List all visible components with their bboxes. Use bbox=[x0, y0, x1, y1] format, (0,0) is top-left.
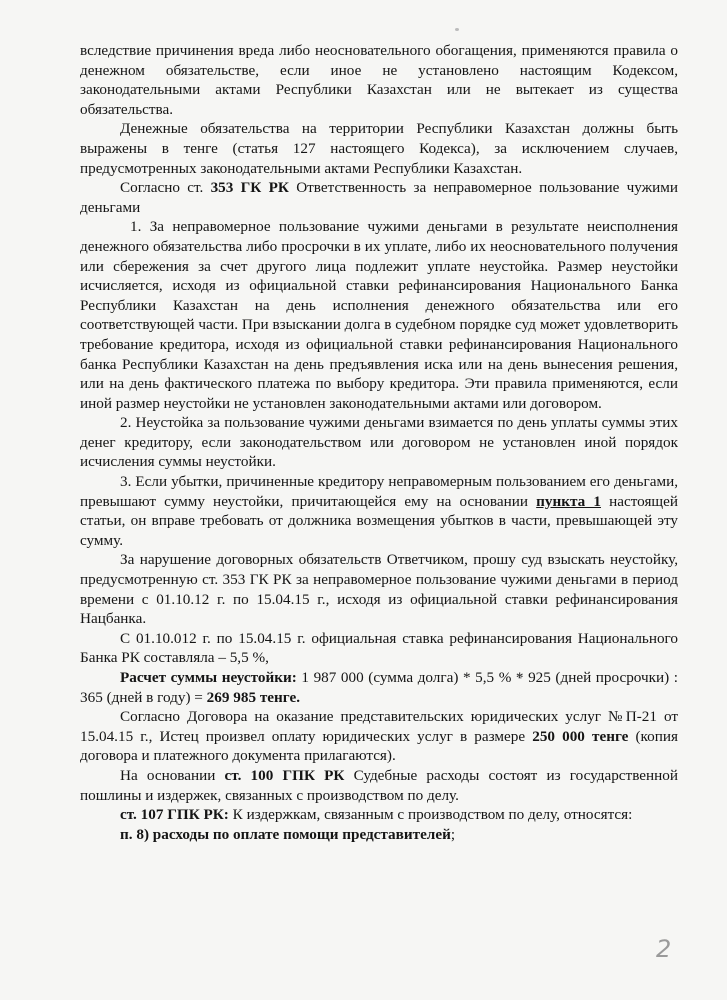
clause-reference: пункта 1 bbox=[536, 492, 601, 510]
text-run: ; bbox=[450, 825, 456, 843]
article-reference: ст. 100 ГПК РК bbox=[224, 766, 345, 784]
text-run: 3. Если убытки, причиненные кредитору неправомерным пользованием его деньгами, превышают сумму неустойки, причитающейся ему на основании bbox=[80, 473, 678, 510]
text-run: 1 987 000 (сумма долга) * 5,5 % * 925 (дней просрочки) : 365 (дней в году) = bbox=[80, 669, 678, 706]
clause-heading: п. 8) расходы по оплате помощи представителей bbox=[120, 825, 451, 843]
paragraph bbox=[80, 766, 678, 805]
calculation-label: Расчет суммы неустойки: bbox=[120, 669, 297, 686]
paragraph bbox=[80, 178, 678, 217]
text-run: Согласно ст. bbox=[120, 179, 211, 197]
paragraph: Денежные обязательства на территории Республики Казахстан должны быть выражены в тенге (статья 127 настоящего Кодекса), за исключением случаев, предусмотренных законодательными актами Республики Казахстан. bbox=[80, 120, 678, 177]
text-run: Ответственность за неправомерное пользование чужими деньгами bbox=[80, 179, 678, 216]
paragraph bbox=[80, 805, 678, 825]
paragraph: С 01.10.012 г. по 15.04.15 г. официальная ставка рефинансирования Национального Банка РК составляла – 5,5 %, bbox=[80, 629, 678, 667]
paragraph: За нарушение договорных обязательств Ответчиком, прошу суд взыскать неустойку, предусмотренную ст. 353 ГК РК за неправомерное пользование чужими деньгами в период времени с 01.10.12 г. по 15.04.15 г., исходя из официальной ставки рефинансирования Нацбанка. bbox=[80, 551, 678, 628]
text-run: настоящей статьи, он вправе требовать от должника возмещения убытков в части, превышающей эту сумму. bbox=[80, 492, 678, 549]
text-run: (копия договора и платежного документа прилагаются). bbox=[80, 727, 678, 765]
scan-speck bbox=[455, 28, 459, 31]
paragraph: вследствие причинения вреда либо неосновательного обогащения, применяются правила о денежном обязательстве, если иное не установлено настоящим Кодексом, законодательными актами Республики Казахстан или не вытекает из существа обязательства. bbox=[80, 42, 678, 118]
paragraph bbox=[80, 825, 678, 845]
text-run: На основании bbox=[120, 766, 225, 784]
calculation-result: 269 985 тенге. bbox=[206, 688, 301, 706]
article-reference: 353 ГК РК bbox=[210, 179, 289, 197]
text-run: К издержкам, связанным с производством по делу, относятся: bbox=[228, 806, 633, 824]
paragraph bbox=[80, 707, 678, 766]
text-run: Согласно Договора на оказание представительских юридических услуг №П-21 от 15.04.15 г., Истец произвел оплату юридических услуг в размере bbox=[80, 708, 678, 745]
paragraph: 2. Неустойка за пользование чужими деньгами взимается по день уплаты суммы этих денег кредитору, если законодательством или договором не установлен иной порядок исчисления суммы неустойки. bbox=[80, 414, 678, 471]
amount: 250 000 тенге bbox=[532, 727, 629, 745]
text-run: Судебные расходы состоят из государственной пошлины и издержек, связанных с производством по делу. bbox=[80, 766, 678, 804]
page-number: 2 bbox=[656, 935, 672, 963]
paragraph: 1. За неправомерное пользование чужими деньгами в результате неисполнения денежного обязательства либо просрочки в их уплате, либо их неосновательного получения или сбережения за счет другого лица подлежит уплате неустойка. Размер неустойки исчисляется, исходя из официальной ставки рефинансирования Национального Банка Республики Казахстан на день исполнения денежного обязательства или его соответствующей части. При взыскании долга в судебном порядке суд может удовлетворить требование кредитора, исходя из официальной ставки рефинансирования Национального банка Республики Казахстан на день предъявления иска или на день вынесения решения, или на день фактического платежа по выбору кредитора. Эти правила применяются, если иной размер неустойки не установлен законодательными актами или договором. bbox=[80, 218, 678, 412]
article-reference: ст. 107 ГПК РК: bbox=[120, 806, 229, 824]
paragraph bbox=[80, 668, 678, 707]
paragraph bbox=[80, 472, 678, 550]
document-body bbox=[80, 41, 678, 844]
